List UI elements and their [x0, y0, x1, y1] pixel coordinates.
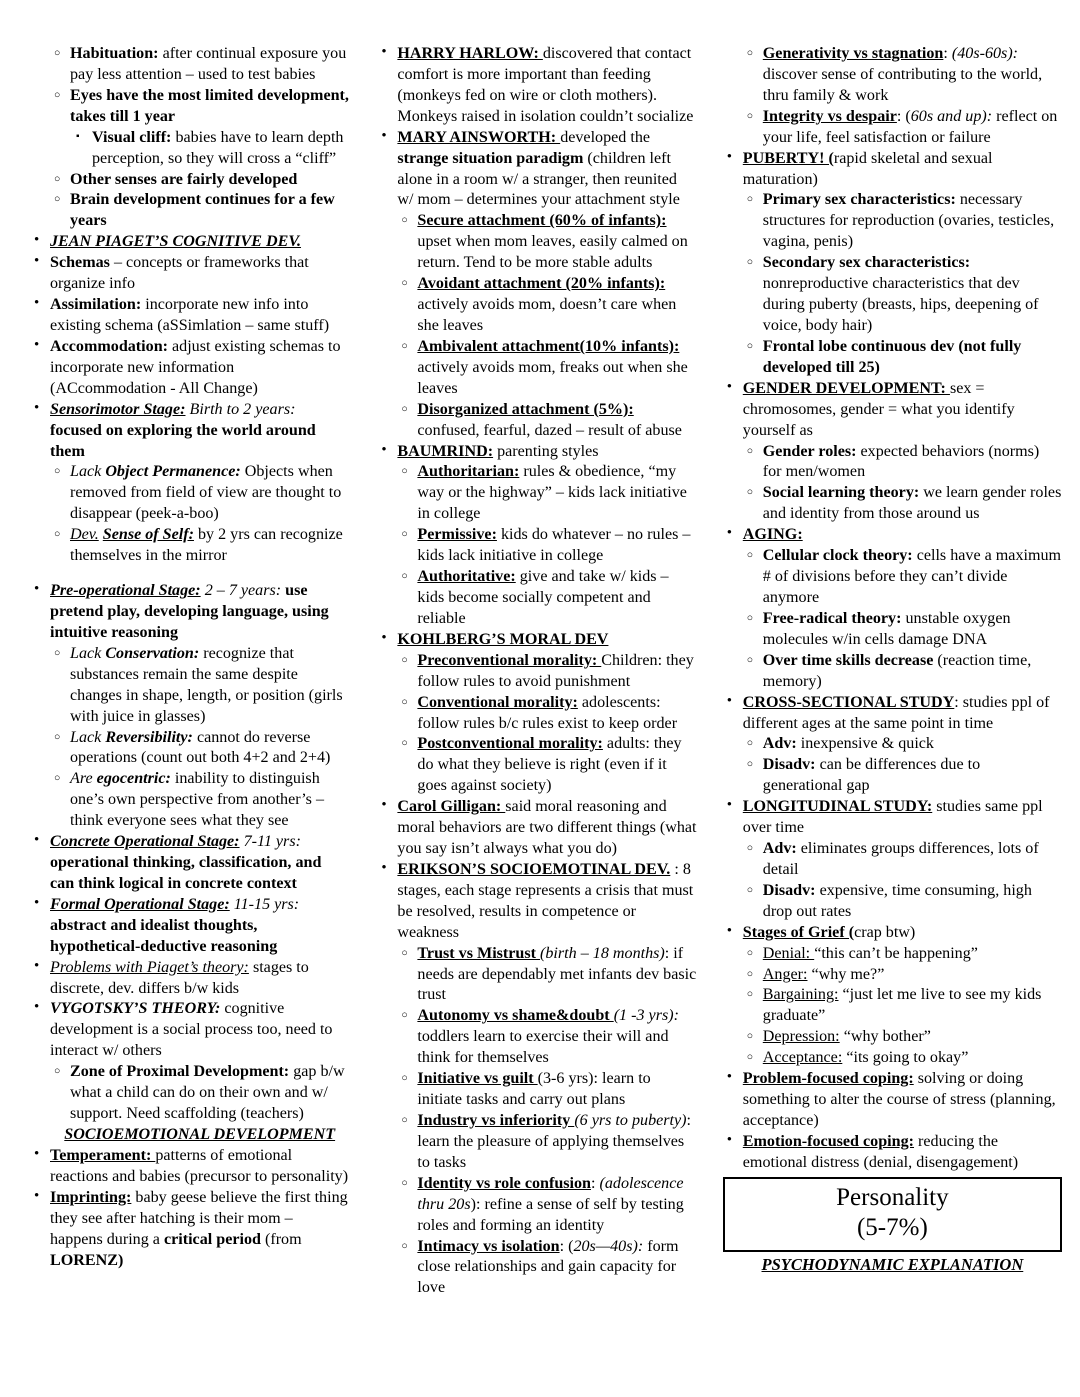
list-item: ○ Lack Reversibility: cannot do reverse operations (count out both 4+2 and 2+4) [30, 728, 349, 770]
list-item: ○ Authoritative: give and take w/ kids – kids become socially competent and reliable [377, 567, 696, 630]
list-item: ○ Identity vs role confusion: (adolescence thru 20s): refine a sense of self by testing roles and forming an identity [377, 1174, 696, 1237]
list-item: ○ Ambivalent attachment(10% infants): actively avoids mom, freaks out when she leaves [377, 337, 696, 400]
psychodynamic-explanation-header: PSYCHODYNAMIC EXPLANATION [761, 1254, 1024, 1274]
list-item: • MARY AINSWORTH: developed the strange situation paradigm (children left alone in a room w/ a stranger, then reunited w/ mom – determines your attachment style [377, 128, 696, 212]
list-item: ○ Lack Conservation: recognize that substances remain the same despite changes in shape, length, or position (girls with juice in glasses) [30, 644, 349, 728]
list-item: • Temperament: patterns of emotional reactions and babies (precursor to personality) [30, 1146, 349, 1188]
list-item: • BAUMRIND: parenting styles [377, 442, 696, 463]
list-item: ○ Depression: “why bother” [723, 1027, 1062, 1048]
list-item: ○ Eyes have the most limited development, takes till 1 year [30, 86, 349, 128]
list-item: • CROSS-SECTIONAL STUDY: studies ppl of different ages at the same point in time [723, 693, 1062, 735]
column-3-list [723, 44, 1062, 1174]
list-item: • ERIKSON’S SOCIOEMOTINAL DEV. : 8 stages, each stage represents a crisis that must be resolved, results in competence or weakness [377, 860, 696, 944]
list-item: • AGING: [723, 525, 1062, 546]
list-item: • Carol Gilligan: said moral reasoning and moral behaviors are two different things (what you say isn’t always what you do) [377, 797, 696, 860]
column-1-list [30, 44, 349, 1125]
list-item: ○ Over time skills decrease (reaction time, memory) [723, 651, 1062, 693]
list-item: ▪ Visual cliff: babies have to learn depth perception, so they will cross a “cliff” [30, 128, 349, 170]
list-item: ○ Other senses are fairly developed [30, 170, 349, 191]
list-item: ○ Frontal lobe continuous dev (not fully developed till 25) [723, 337, 1062, 379]
list-item: ○ Adv: eliminates groups differences, lots of detail [723, 839, 1062, 881]
list-item: • VYGOTSKY’S THEORY: cognitive development is a social process too, need to interact w/ others [30, 999, 349, 1062]
list-item: • Imprinting: baby geese believe the first thing they see after hatching is their mom – happens during a critical period (from LORENZ) [30, 1188, 349, 1272]
list-item: ○ Free-radical theory: unstable oxygen molecules w/in cells damage DNA [723, 609, 1062, 651]
list-item: • PUBERTY! (rapid skeletal and sexual maturation) [723, 149, 1062, 191]
list-item: ○ Permissive: kids do whatever – no rules – kids lack initiative in college [377, 525, 696, 567]
list-item: ○ Intimacy vs isolation: (20s—40s): form close relationships and gain capacity for love [377, 1237, 696, 1300]
list-item: ○ Secure attachment (60% of infants): upset when mom leaves, easily calmed on return. Tend to be more stable adults [377, 211, 696, 274]
list-item: ○ Anger: “why me?” [723, 965, 1062, 986]
list-item: ○ Bargaining: “just let me live to see my kids graduate” [723, 985, 1062, 1027]
list-item: ○ Gender roles: expected behaviors (norms) for men/women [723, 442, 1062, 484]
list-item: ○ Lack Object Permanence: Objects when removed from field of view are thought to disappear (peek-a-boo) [30, 462, 349, 525]
list-item: ○ Conventional morality: adolescents: follow rules b/c rules exist to keep order [377, 693, 696, 735]
column-2-list [377, 44, 696, 1299]
column-2 [363, 44, 700, 1299]
list-item: ○ Disadv: can be differences due to generational gap [723, 755, 1062, 797]
list-item: • HARRY HARLOW: discovered that contact comfort is more important than feeding (monkeys fed on wire or cloth mothers). Monkeys raised in isolation couldn’t socialize [377, 44, 696, 128]
list-item: ○ Are egocentric: inability to distinguish one’s own perspective from another’s – think everyone sees what they see [30, 769, 349, 832]
list-item: • Concrete Operational Stage: 7-11 yrs: operational thinking, classification, and can think logical in concrete context [30, 832, 349, 895]
list-item: ○ Generativity vs stagnation: (40s-60s): discover sense of contributing to the world, thru family & work [723, 44, 1062, 107]
list-item: ○ Secondary sex characteristics: nonreproductive characteristics that dev during puberty (breasts, hips, deepening of voice, body hair) [723, 253, 1062, 337]
list-item: ○ Social learning theory: we learn gender roles and identity from those around us [723, 483, 1062, 525]
list-item: • Problem-focused coping: solving or doing something to alter the course of stress (planning, acceptance) [723, 1069, 1062, 1132]
list-item: ○ Authoritarian: rules & obedience, “my way or the highway” – kids lack initiative in college [377, 462, 696, 525]
list-item: • Problems with Piaget’s theory: stages to discrete, dev. differs b/w kids [30, 958, 349, 1000]
list-item: • LONGITUDINAL STUDY: studies same ppl over time [723, 797, 1062, 839]
list-item: • Accommodation: adjust existing schemas to incorporate new information (ACcommodation - All Change) [30, 337, 349, 400]
list-item: • JEAN PIAGET’S COGNITIVE DEV. [30, 232, 349, 253]
list-item: ○ Autonomy vs shame&doubt (1 -3 yrs): toddlers learn to exercise their will and think for themselves [377, 1006, 696, 1069]
list-item: • Sensorimotor Stage: Birth to 2 years: focused on exploring the world around them [30, 400, 349, 463]
personality-box-title: Personality [836, 1183, 949, 1211]
list-item: • Assimilation: incorporate new info into existing schema (aSSimlation – same stuff) [30, 295, 349, 337]
list-item: ○ Zone of Proximal Development: gap b/w what a child can do on their own and w/ support. Need scaffolding (teachers) [30, 1062, 349, 1125]
list-item: ○ Initiative vs guilt (3-6 yrs): learn to initiate tasks and carry out plans [377, 1069, 696, 1111]
list-item: ○ Industry vs inferiority (6 yrs to puberty): learn the pleasure of applying themselves to tasks [377, 1111, 696, 1174]
list-item: ○ Preconventional morality: Children: they follow rules to avoid punishment [377, 651, 696, 693]
list-item: ○ Integrity vs despair: (60s and up): reflect on your life, feel satisfaction or failure [723, 107, 1062, 149]
personality-box-percent: (5-7%) [856, 1214, 928, 1242]
column-1 [18, 44, 355, 1271]
list-item: • Schemas – concepts or frameworks that organize info [30, 253, 349, 295]
list-item: ○ Acceptance: “its going to okay” [723, 1048, 1062, 1069]
list-item: ○ Habituation: after continual exposure you pay less attention – used to test babies [30, 44, 349, 86]
list-item: ○ Postconventional morality: adults: they do what they believe is right (even if it goes against society) [377, 734, 696, 797]
list-item: ○ Trust vs Mistrust (birth – 18 months): if needs are dependably met infants dev basic trust [377, 944, 696, 1007]
list-item: • GENDER DEVELOPMENT: sex = chromosomes, gender = what you identify yourself as [723, 379, 1062, 442]
list-item: • Pre-operational Stage: 2 – 7 years: use pretend play, developing language, using intuitive reasoning [30, 581, 349, 644]
list-item: ○ Primary sex characteristics: necessary structures for reproduction (ovaries, testicles, vagina, penis) [723, 190, 1062, 253]
list-item: ○ Dev. Sense of Self: by 2 yrs can recognize themselves in the mirror [30, 525, 349, 567]
list-item: ○ Brain development continues for a few years [30, 190, 349, 232]
column-1-list-after [30, 1146, 349, 1272]
list-item: ○ Adv: inexpensive & quick [723, 734, 1062, 755]
list-item: ○ Avoidant attachment (20% infants): actively avoids mom, doesn’t care when she leaves [377, 274, 696, 337]
list-item: ○ Denial: “this can’t be happening” [723, 944, 1062, 965]
socioemotional-development-header: SOCIOEMOTIONAL DEVELOPMENT [64, 1126, 336, 1144]
list-item: • Emotion-focused coping: reducing the emotional distress (denial, disengagement) [723, 1132, 1062, 1174]
column-3 [713, 44, 1062, 1275]
list-item: ○ Disadv: expensive, time consuming, high drop out rates [723, 881, 1062, 923]
list-item: ○ Cellular clock theory: cells have a maximum # of divisions before they can’t divide anymore [723, 546, 1062, 609]
list-item: • KOHLBERG’S MORAL DEV [377, 630, 696, 651]
list-item: • Stages of Grief (crap btw) [723, 923, 1062, 944]
personality-box [723, 1177, 1062, 1252]
list-item: • Formal Operational Stage: 11-15 yrs: abstract and idealist thoughts, hypothetical-deductive reasoning [30, 895, 349, 958]
list-item: ○ Disorganized attachment (5%): confused, fearful, dazed – result of abuse [377, 400, 696, 442]
